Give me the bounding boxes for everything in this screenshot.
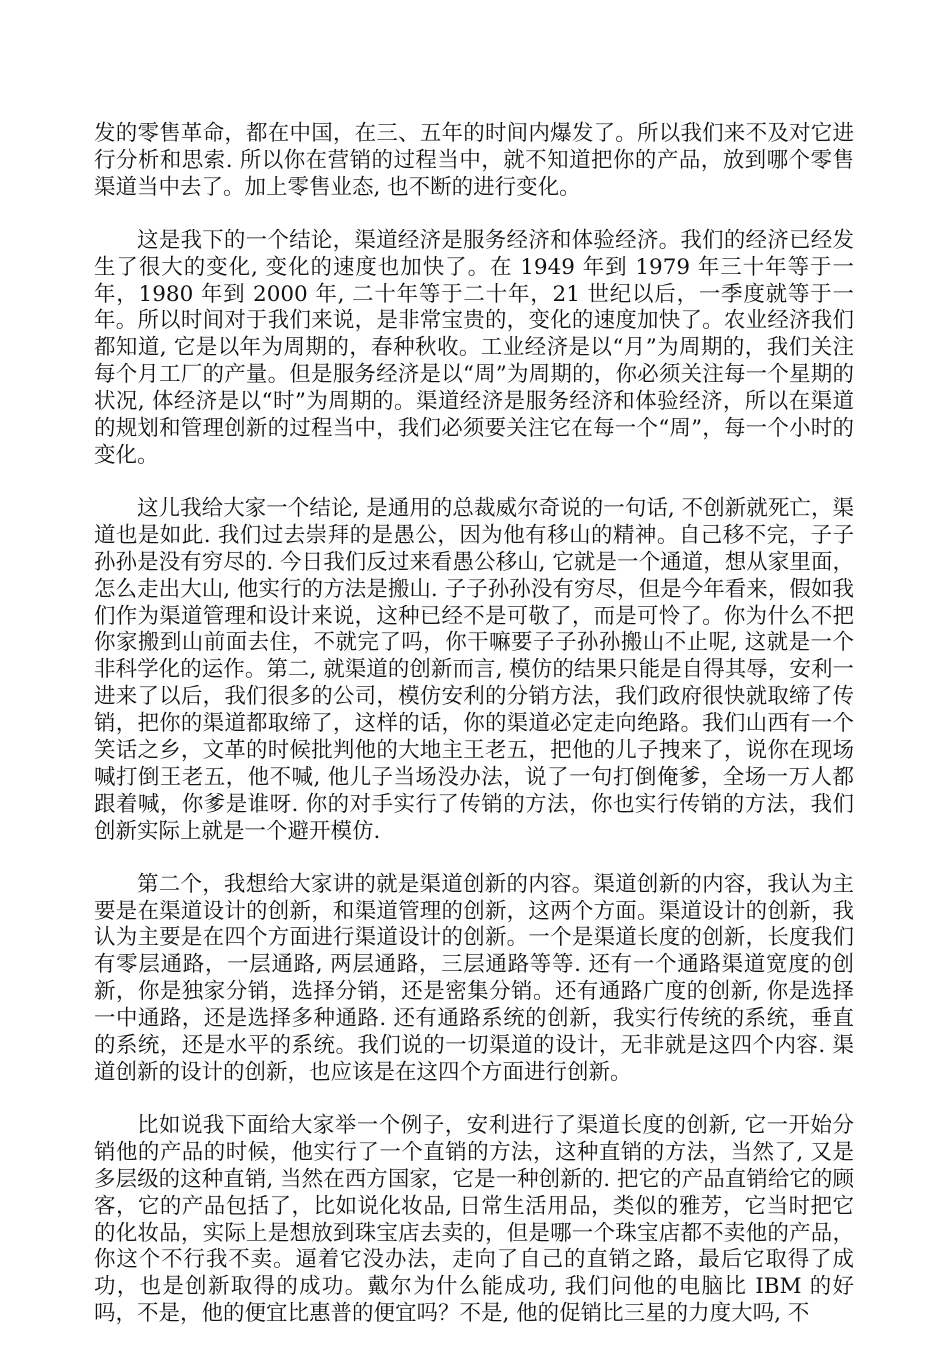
paragraph-example-amway: 比如说我下面给大家举一个例子，安利进行了渠道长度的创新, 它一开始分销他的产品的时候，他实行了一个直销的方法，这种直销的方法，当然了, 又是多层级的这种直销, 当然在西方国家，它是一种创新的. 把它的产品直销给它的顾客，它的产品包括了，比如说化妆品, 日常生活用品，类似的雅芳，它当时把它的化妆品，实际上是想放到珠宝店去卖的，但是哪一个珠宝店都不卖他的产品，你这个不行我不卖。逼着它没办法，走向了自己的直销之路，最后它取得了成功，也是创新取得的成功。戴尔为什么能成功, 我们问他的电脑比 IBM 的好吗，不是，他的便宜比惠普的便宜吗？不是, 他的促销比三星的力度大吗, 不: [94, 1112, 854, 1327]
paragraph-innovation-content: 第二个，我想给大家讲的就是渠道创新的内容。渠道创新的内容，我认为主要是在渠道设计的创新，和渠道管理的创新，这两个方面。渠道设计的创新，我认为主要是在四个方面进行渠道设计的创新。一个是渠道长度的创新，长度我们有零层通路，一层通路, 两层通路，三层通路等等. 还有一个通路渠道宽度的创新，你是独家分销，选择分销，还是密集分销。还有通路广度的创新, 你是选择一中通路，还是选择多种通路. 还有通路系统的创新，我实行传统的系统，垂直的系统，还是水平的系统。我们说的一切渠道的设计，无非就是这四个内容. 渠道创新的设计的创新，也应该是在这四个方面进行创新。: [94, 871, 854, 1085]
paragraph-channel-economy: 这是我下的一个结论，渠道经济是服务经济和体验经济。我们的经济已经发生了很大的变化, 变化的速度也加快了。在 1949 年到 1979 年三十年等于一年，1980 年到 2000 年, 二十年等于二十年，21 世纪以后，一季度就等于一年。所以时间对于我们来说，是非常宝贵的，变化的速度加快了。农业经济我们都知道, 它是以年为周期的，春种秋收。工业经济是以“月”为周期的，我们关注每个月工厂的产量。但是服务经济是以“周”为周期的，你必须关注每一个星期的状况, 体经济是以“时”为周期的。渠道经济是服务经济和体验经济，所以在渠道的规划和管理创新的过程当中，我们必须要关注它在每一个“周”，每一个小时的变化。: [94, 227, 854, 468]
document-body: [94, 121, 854, 1354]
paragraph-innovation-conclusion: 这儿我给大家一个结论, 是通用的总裁威尔奇说的一句话, 不创新就死亡，渠道也是如此. 我们过去崇拜的是愚公，因为他有移山的精神。自己移不完，子子孙孙是没有穷尽的. 今日我们反过来看愚公移山, 它就是一个通道，想从家里面，怎么走出大山, 他实行的方法是搬山. 子子孙孙没有穷尽，但是今年看来，假如我们作为渠道管理和设计来说，这种已经不是可敬了，而是可怜了。你为什么不把你家搬到山前面去住，不就完了吗，你干嘛要子子孙孙搬山不止呢, 这就是一个非科学化的运作。第二, 就渠道的创新而言, 模仿的结果只能是自得其辱，安利一进来了以后，我们很多的公司，模仿安利的分销方法，我们政府很快就取缔了传销，把你的渠道都取缔了，这样的话，你的渠道必定走向绝路。我们山西有一个笑话之乡，文革的时候批判他的大地主王老五，把他的儿子拽来了，说你在现场喊打倒王老五，他不喊, 他儿子当场没办法，说了一句打倒俺爹，全场一万人都跟着喊，你爹是谁呀. 你的对手实行了传销的方法，你也实行传销的方法，我们创新实际上就是一个避开模仿.: [94, 495, 854, 844]
paragraph-retail-revolution: 发的零售革命，都在中国，在三、五年的时间内爆发了。所以我们来不及对它进行分析和思索. 所以你在营销的过程当中，就不知道把你的产品，放到哪个零售渠道当中去了。加上零售业态, 也不断的进行变化。: [94, 121, 854, 200]
